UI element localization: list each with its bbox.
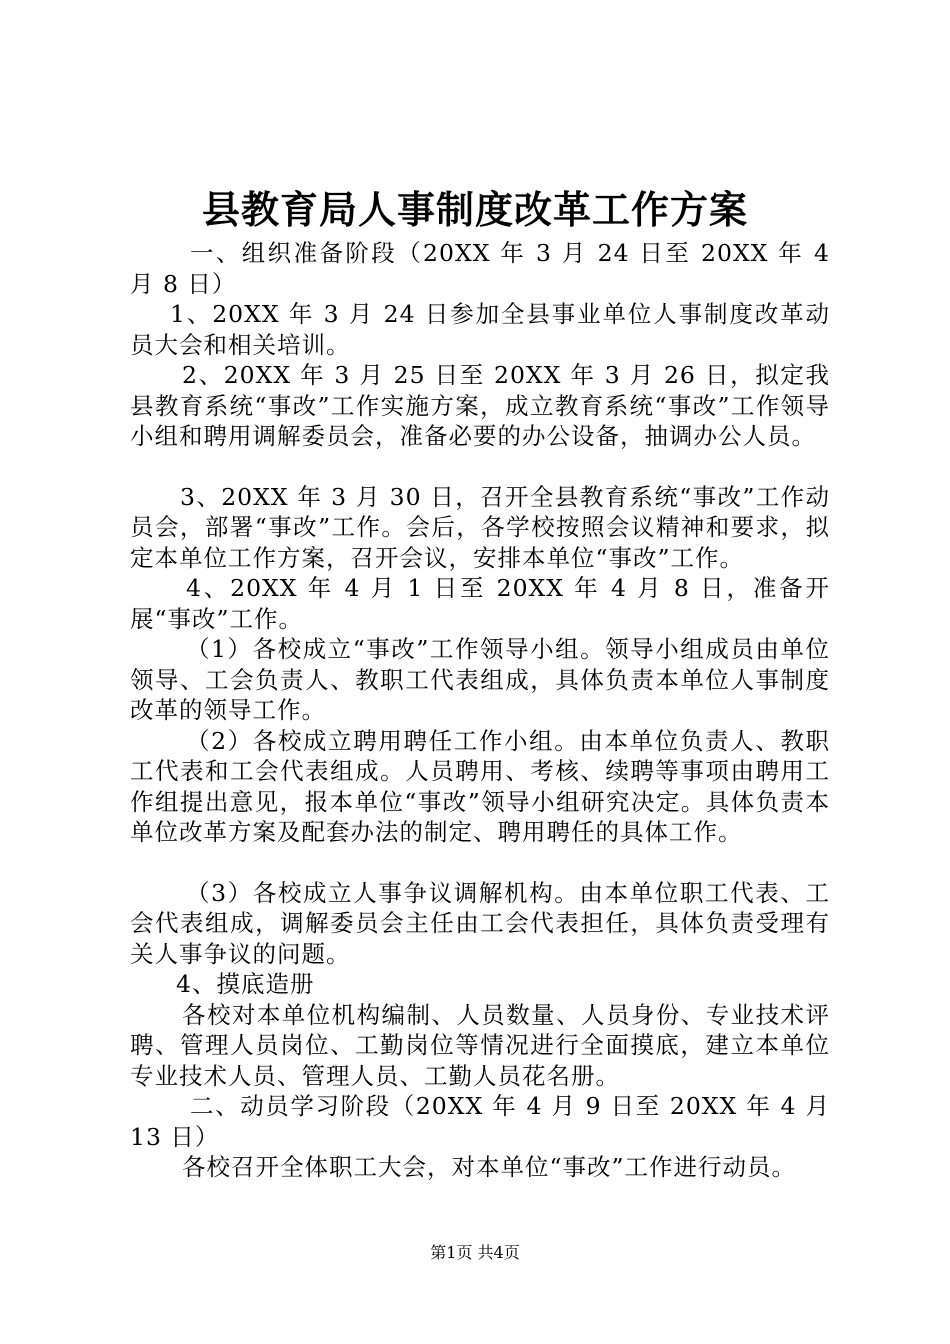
body-paragraph: 各校对本单位机构编制、人员数量、人员身份、专业技术评聘、管理人员岗位、工勤岗位等情况进行全面摸底，建立本单位专业技术人员、管理人员、工勤人员花名册。 (130, 1000, 830, 1090)
body-paragraph: 一、组织准备阶段（20XX 年 3 月 24 日至 20XX 年 4 月 8 日） (130, 239, 830, 298)
body-paragraph: 4、摸底造册 (176, 970, 315, 998)
body-paragraph: （1）各校成立“事改”工作领导小组。领导小组成员由单位领导、工会负责人、教职工代表组成，具体负责本单位人事制度改革的领导工作。 (130, 635, 830, 724)
document-title: 县教育局人事制度改革工作方案 (201, 187, 748, 232)
body-paragraph: （2）各校成立聘用聘任工作小组。由本单位负责人、教职工代表和工会代表组成。人员聘用、考核、续聘等事项由聘用工作组提出意见，报本单位“事改”领导小组研究决定。具体负责本单位改革方案及配套办法的制定、聘用聘任的具体工作。 (130, 726, 830, 846)
paragraph-gap (130, 848, 830, 878)
body-paragraph: 3、20XX 年 3 月 30 日，召开全县教育系统“事改”工作动员会，部署“事改”工作。会后，各学校按照会议精神和要求，拟定本单位工作方案，召开会议，安排本单位“事改”工作。 (130, 482, 830, 572)
body-paragraph: 2、20XX 年 3 月 25 日至 20XX 年 3 月 26 日，拟定我县教育系统“事改”工作实施方案，成立教育系统“事改”工作领导小组和聘用调解委员会，准备必要的办公设备，抽调办公人员。 (130, 361, 830, 450)
document-body (130, 238, 830, 1183)
body-paragraph: 4、20XX 年 4 月 1 日至 20XX 年 4 月 8 日，准备开展“事改”工作。 (130, 574, 830, 633)
body-paragraph: （3）各校成立人事争议调解机构。由本单位职工代表、工会代表组成，调解委员会主任由工会代表担任，具体负责受理有关人事争议的问题。 (130, 878, 830, 968)
body-paragraph: 1、20XX 年 3 月 24 日参加全县事业单位人事制度改革动员大会和相关培训。 (130, 300, 830, 359)
body-paragraph: 各校召开全体职工大会，对本单位“事改”工作进行动员。 (182, 1153, 797, 1181)
page-footer: 第1页 共4页 (430, 1243, 520, 1262)
body-paragraph: 二、动员学习阶段（20XX 年 4 月 9 日至 20XX 年 4 月 13 日） (130, 1092, 830, 1151)
paragraph-gap (130, 452, 830, 482)
